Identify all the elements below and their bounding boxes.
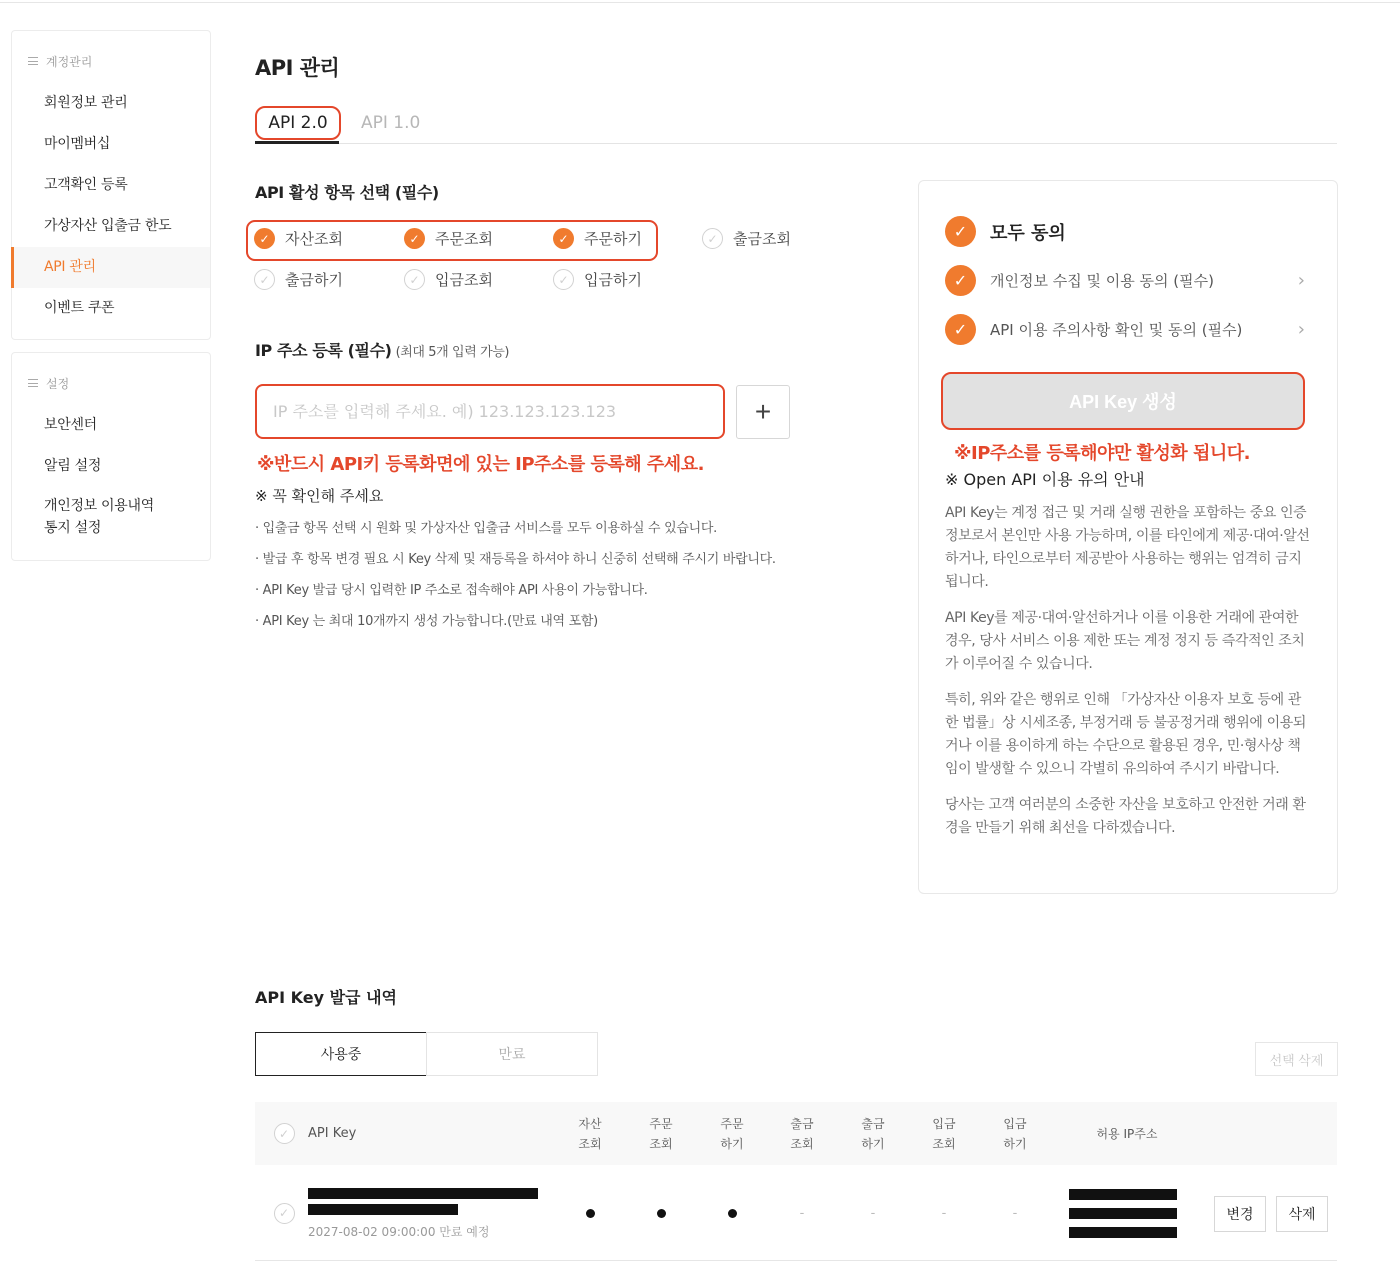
perm-cell: - <box>941 1205 947 1221</box>
agree-api-terms-label: API 이용 주의사항 확인 및 동의 (필수) <box>990 321 1243 339</box>
agree-privacy-row[interactable] <box>945 265 1305 296</box>
enabled-dot <box>657 1209 666 1218</box>
sidebar-item-member-info[interactable]: 회원정보 관리 <box>44 95 128 111</box>
allowed-ip-cell <box>1067 1165 1179 1261</box>
perm-label: 주문조회 <box>435 230 493 248</box>
permissions-title: API 활성 항목 선택 (필수) <box>255 183 439 202</box>
sidebar-section-label: 계정관리 <box>46 54 93 69</box>
agreement-panel <box>918 180 1338 894</box>
perm-deposit-query[interactable] <box>404 269 493 290</box>
delete-selected-button[interactable]: 선택 삭제 <box>1255 1042 1338 1076</box>
perm-order-place[interactable] <box>553 228 642 249</box>
sidebar-item-coupon[interactable]: 이벤트 쿠폰 <box>44 300 115 316</box>
perm-withdraw[interactable] <box>254 269 343 290</box>
sidebar-item-security[interactable]: 보안센터 <box>44 417 97 433</box>
notes-list <box>255 517 776 641</box>
table-row <box>255 1165 1337 1261</box>
menu-icon <box>28 57 38 65</box>
notice-paragraph: API Key를 제공·대여·알선하거나 이를 이용한 거래에 관여한 경우, 당사 서비스 이용 제한 또는 계정 정지 등 즉각적인 조치가 이루어질 수 있습니다. <box>945 610 1305 672</box>
note-item: · API Key 는 최대 10개까지 생성 가능합니다.(만료 내역 포함) <box>255 614 598 629</box>
notice-paragraph: 특히, 위와 같은 행위로 인해 「가상자산 이용자 보호 등에 관한 법률」상 시세조종, 부정거래 등 불공정거래 행위에 이용되거나 이를 용이하게 하는 수단으로 활용된 경우, 민·형사상 책임이 발생할 수 있으니 각별히 유의하여 주시기 바랍니다. <box>945 692 1306 777</box>
perm-cell <box>641 1165 681 1261</box>
tab-in-use[interactable]: 사용중 <box>255 1032 427 1076</box>
expire-date: 2027-08-02 09:00:00 만료 예정 <box>308 1225 490 1239</box>
perm-deposit[interactable] <box>553 269 642 290</box>
history-title: API Key 발급 내역 <box>255 988 397 1007</box>
redacted-key <box>308 1188 538 1199</box>
check-icon: ✓ <box>274 1203 295 1224</box>
sidebar-item-api[interactable]: API 관리 <box>12 247 210 288</box>
perm-withdraw-query[interactable] <box>702 228 791 249</box>
agree-all-checkbox[interactable] <box>945 216 1305 247</box>
tab-expired[interactable]: 만료 <box>426 1032 598 1076</box>
ip-subtitle: (최대 5개 입력 가능) <box>395 345 510 360</box>
col-withdraw-query: 출금 조회 <box>790 1116 814 1151</box>
sidebar-item-limits[interactable]: 가상자산 입출금 한도 <box>44 218 172 234</box>
notice-paragraph: 당사는 고객 여러분의 소중한 자산을 보호하고 안전한 거래 환경을 만들기 위해 최선을 다하겠습니다. <box>945 797 1306 836</box>
check-icon: ✓ <box>404 269 425 290</box>
agree-api-terms-row[interactable] <box>945 314 1305 345</box>
enabled-dot <box>728 1209 737 1218</box>
page-title: API 관리 <box>255 56 340 80</box>
agree-all-label: 모두 동의 <box>990 222 1066 244</box>
sidebar-item-label: 개인정보 이용내역 <box>44 498 154 514</box>
col-deposit-query: 입금 조회 <box>932 1116 956 1151</box>
chevron-right-icon[interactable]: › <box>1297 270 1305 291</box>
notice-body <box>945 502 1311 853</box>
sidebar-settings-box <box>11 352 211 561</box>
sidebar-item-privacy-notice[interactable] <box>12 487 210 547</box>
sidebar-account-box <box>11 30 211 340</box>
col-order-place: 주문 하기 <box>720 1116 744 1151</box>
sidebar-item-notification[interactable]: 알림 설정 <box>44 458 102 474</box>
perm-label: 입금조회 <box>435 271 493 289</box>
col-asset-query: 자산 조회 <box>578 1116 602 1151</box>
note-item: · API Key 발급 당시 입력한 IP 주소로 접속해야 API 사용이 가능합니다. <box>255 583 648 598</box>
ip-warning: ※반드시 API키 등록화면에 있는 IP주소를 등록해 주세요. <box>257 454 704 475</box>
col-order-query: 주문 조회 <box>649 1116 673 1151</box>
select-all-checkbox[interactable] <box>272 1102 296 1165</box>
agree-privacy-label: 개인정보 수집 및 이용 동의 (필수) <box>990 272 1214 290</box>
perm-label: 입금하기 <box>584 271 642 289</box>
note-item: · 입출금 항목 선택 시 원화 및 가상자산 입출금 서비스를 모두 이용하실 수 있습니다. <box>255 521 717 536</box>
ip-title: IP 주소 등록 (필수) <box>255 341 392 360</box>
col-api-key: API Key <box>308 1125 357 1141</box>
create-api-key-button[interactable]: API Key 생성 <box>941 372 1305 430</box>
add-ip-button[interactable]: + <box>736 385 790 439</box>
table-header <box>255 1102 1337 1165</box>
row-checkbox[interactable] <box>272 1165 296 1261</box>
key-warning: ※IP주소를 등록해야만 활성화 됩니다. <box>954 443 1250 464</box>
check-icon: ✓ <box>254 269 275 290</box>
sidebar-item-label: 통지 설정 <box>44 520 102 536</box>
perm-cell: - <box>870 1205 876 1221</box>
redacted-ip <box>1069 1189 1177 1200</box>
sidebar-section-label: 설정 <box>46 376 70 391</box>
check-icon: ✓ <box>945 265 976 296</box>
col-allowed-ip: 허용 IP주소 <box>1096 1126 1158 1141</box>
perm-label: 주문하기 <box>584 230 642 248</box>
ip-section-title <box>255 338 509 361</box>
perm-cell: - <box>1012 1205 1018 1221</box>
check-icon: ✓ <box>553 269 574 290</box>
check-icon: ✓ <box>945 314 976 345</box>
check-icon: ✓ <box>404 228 425 249</box>
perm-asset-query[interactable] <box>254 228 343 249</box>
sidebar-section-account <box>28 51 210 71</box>
check-icon: ✓ <box>945 216 976 247</box>
sidebar-section-settings <box>28 373 210 393</box>
tab-api-1[interactable]: API 1.0 <box>361 113 421 133</box>
check-icon: ✓ <box>553 228 574 249</box>
perm-order-query[interactable] <box>404 228 493 249</box>
note-item: · 발급 후 항목 변경 필요 시 Key 삭제 및 재등록을 하셔야 하니 신중히 선택해 주시기 바랍니다. <box>255 552 776 567</box>
menu-icon <box>28 379 38 387</box>
sidebar-item-membership[interactable]: 마이멤버십 <box>44 136 111 152</box>
perm-cell <box>712 1165 752 1261</box>
api-version-tabs <box>255 106 1337 144</box>
enabled-dot <box>586 1209 595 1218</box>
tab-api-2[interactable]: API 2.0 <box>255 106 341 140</box>
perm-label: 자산조회 <box>285 230 343 248</box>
redacted-ip <box>1069 1227 1177 1238</box>
ip-input[interactable] <box>255 384 725 439</box>
notice-title: ※ Open API 이용 유의 안내 <box>945 470 1145 489</box>
col-withdraw: 출금 하기 <box>861 1116 885 1151</box>
perm-label: 출금하기 <box>285 271 343 289</box>
perm-cell: - <box>799 1205 805 1221</box>
delete-key-button[interactable]: 삭제 <box>1276 1196 1328 1232</box>
chevron-right-icon[interactable]: › <box>1297 319 1305 340</box>
perm-label: 출금조회 <box>733 230 791 248</box>
redacted-key <box>308 1204 458 1215</box>
redacted-ip <box>1069 1208 1177 1219</box>
perm-cell <box>570 1165 610 1261</box>
check-icon: ✓ <box>274 1123 295 1144</box>
api-key-cell <box>308 1183 538 1240</box>
notes-title: ※ 꼭 확인해 주세요 <box>255 487 384 505</box>
check-icon: ✓ <box>254 228 275 249</box>
check-icon: ✓ <box>702 228 723 249</box>
col-deposit: 입금 하기 <box>1003 1116 1027 1151</box>
notice-paragraph: API Key는 계정 접근 및 거래 실행 권한을 포함하는 중요 인증정보로서 본인만 사용 가능하며, 이를 타인에게 제공·대여·알선하거나, 타인으로부터 제공받아 사용하는 행위는 엄격히 금지됩니다. <box>945 505 1310 590</box>
edit-key-button[interactable]: 변경 <box>1214 1196 1266 1232</box>
top-divider <box>0 2 1400 3</box>
sidebar-item-kyc[interactable]: 고객확인 등록 <box>44 177 128 193</box>
